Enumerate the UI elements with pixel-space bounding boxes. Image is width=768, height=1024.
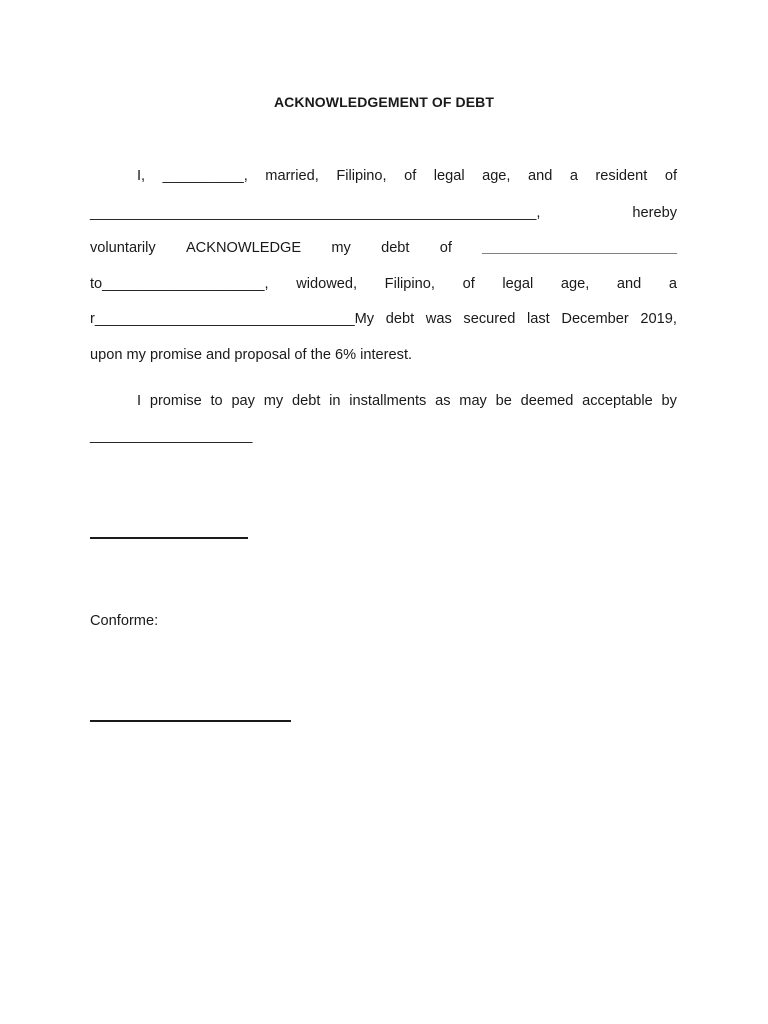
paragraph1-line5	[90, 311, 677, 327]
creditor-signature-line	[90, 720, 291, 722]
word: deemed	[520, 393, 574, 409]
word: may	[459, 393, 487, 409]
word: and	[527, 168, 553, 184]
paragraph1-line2	[90, 205, 677, 221]
word: acceptable	[582, 393, 653, 409]
word: resident	[595, 168, 648, 184]
word: in	[329, 393, 341, 409]
conforme-label: Conforme:	[90, 613, 159, 629]
word: of	[439, 240, 452, 256]
word: debt	[385, 311, 415, 327]
word: as	[435, 393, 451, 409]
paragraph1-line3	[90, 240, 677, 256]
word: hereby	[632, 205, 677, 221]
word: voluntarily	[90, 240, 156, 256]
paragraph1-line4	[90, 276, 677, 292]
word: my	[263, 393, 284, 409]
word: pay	[231, 393, 255, 409]
word: was	[425, 311, 452, 327]
word: by	[661, 393, 677, 409]
word: age,	[560, 276, 590, 292]
word: Filipino,	[336, 168, 387, 184]
word: married,	[265, 168, 319, 184]
word: a	[569, 168, 578, 184]
word: secured	[463, 311, 516, 327]
word: Filipino,	[384, 276, 435, 292]
word: of	[664, 168, 677, 184]
word: to	[210, 393, 223, 409]
paragraph1-line6: upon my promise and proposal of the 6% interest.	[90, 347, 413, 363]
word: installments	[349, 393, 427, 409]
name-blank: __________,	[162, 168, 248, 184]
paragraph1-line1	[137, 168, 677, 184]
word: I,	[137, 168, 146, 184]
word: legal	[502, 276, 534, 292]
word: a	[668, 276, 677, 292]
word: age,	[482, 168, 511, 184]
word: of	[404, 168, 417, 184]
paragraph2-line1	[137, 393, 677, 409]
debtor-signature-line	[90, 537, 248, 539]
word: of	[462, 276, 475, 292]
word: last	[527, 311, 550, 327]
word: and	[616, 276, 642, 292]
paragraph2-line2: ____________________	[90, 428, 253, 444]
word: debt	[381, 240, 410, 256]
word: 2019,	[640, 311, 677, 327]
word: I	[137, 393, 142, 409]
word: promise	[149, 393, 202, 409]
word: debt	[291, 393, 321, 409]
word: be	[495, 393, 512, 409]
word: ACKNOWLEDGE	[185, 240, 302, 256]
word: my	[331, 240, 351, 256]
amount-blank: ________________________	[482, 240, 677, 256]
creditor-residence-blank: r________________________________My	[90, 311, 375, 327]
creditor-blank: to____________________,	[90, 276, 269, 292]
document-title: ACKNOWLEDGEMENT OF DEBT	[273, 94, 495, 110]
word: legal	[433, 168, 465, 184]
residence-blank: _______________________________________________________,	[90, 205, 541, 221]
word: December	[561, 311, 629, 327]
word: widowed,	[296, 276, 358, 292]
